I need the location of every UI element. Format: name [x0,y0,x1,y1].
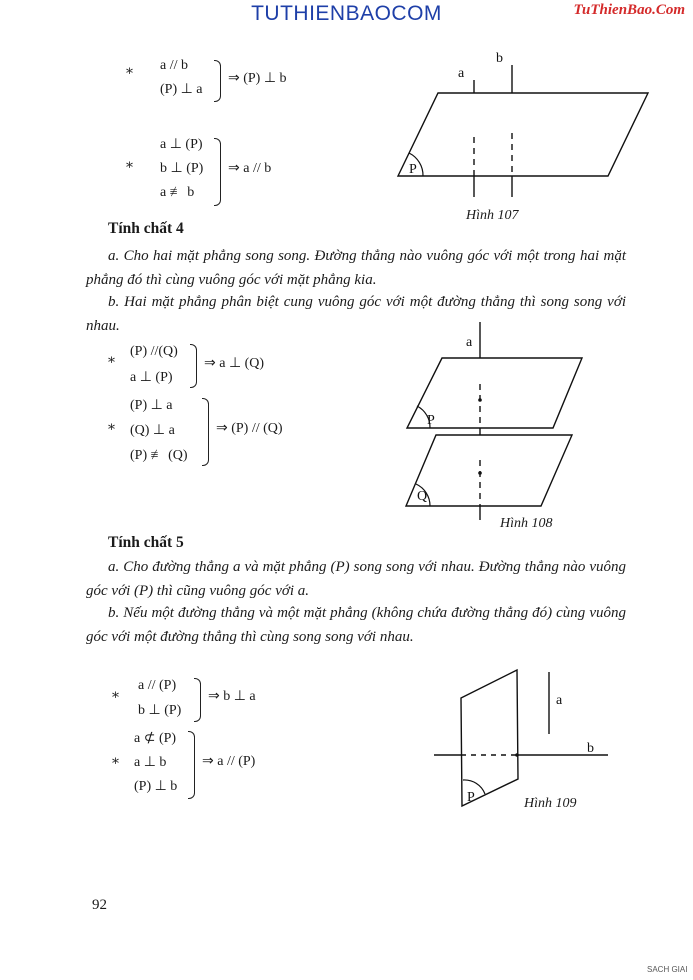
premise-line: (P) ⊥ b [134,779,178,794]
premise-line: a ≢ b [160,185,195,200]
page-number: 92 [92,897,107,913]
premise-line: b ⊥ (P) [160,161,204,176]
bullet-star: * [126,160,133,176]
premise-line: (Q) ⊥ a [130,423,175,438]
premise-line: a ⊄ (P) [134,731,177,746]
bullet-star: * [112,690,119,706]
plane-label: P [409,162,417,177]
property-5-heading: Tính chất 5 [108,534,184,551]
premise-line: (P) ≢ (Q) [130,448,188,463]
bullet-star: * [108,422,115,438]
line-a-label: a [458,66,465,81]
implication: ⇒ a ⊥ (Q) [204,356,265,371]
implication: ⇒ a // b [228,161,272,176]
implication: ⇒ (P) // (Q) [216,421,283,436]
site-logo: TuThienBao.Com [573,2,685,18]
property-4-part-b: b. Hai mặt phẳng phân biệt cung vuông góc với một đường thẳng thì song song với nhau. [86,294,626,334]
plane-q-shape [406,435,572,506]
right-brace [188,731,195,799]
figure-107-caption: Hình 107 [466,208,519,223]
figure-108 [400,320,590,520]
implication: ⇒ a // (P) [202,754,256,769]
figure-109-caption: Hình 109 [524,796,577,811]
premise-line: a ⊥ b [134,755,167,770]
premise-line: (P) ⊥ a [130,398,173,413]
line-b-label: b [587,741,594,756]
intersection-point-q [478,471,482,475]
figure-107 [395,45,655,230]
line-a-label: a [556,693,563,708]
publisher-mark: SACH GIAI [647,965,688,974]
right-brace [202,398,209,466]
right-brace [214,60,221,102]
plane-q-label: Q [417,489,428,504]
premise-line: (P) //(Q) [130,344,178,359]
property-5-part-a: a. Cho đường thẳng a và mặt phẳng (P) song song với nhau. Đường thẳng nào vuông góc với (P) thì cũng vuông góc với a. [86,559,626,599]
line-b-label: b [496,51,503,66]
premise-line: (P) ⊥ a [160,82,203,97]
intersection-point-p [478,398,482,402]
intersection-point [515,753,519,757]
right-brace [194,678,201,722]
premise-line: b ⊥ (P) [138,703,182,718]
bullet-star: * [108,355,115,371]
plane-p-shape [398,93,648,176]
property-4-part-a: a. Cho hai mặt phẳng song song. Đường thẳng nào vuông góc với một trong hai mặt phẳng đó thì cùng vuông góc với mặt phẳng kia. [86,248,626,288]
premise-line: a ⊥ (P) [160,137,203,152]
implication: ⇒ b ⊥ a [208,689,256,704]
property-5-part-b: b. Nếu một đường thẳng và một mặt phẳng (không chứa đường thẳng đó) cùng vuông góc với một đường thẳng thì cùng song song với nhau. [86,605,626,645]
figure-109 [430,668,610,813]
right-brace [190,344,197,388]
plane-p-shape [461,670,518,806]
plane-label: P [467,790,475,805]
implication: ⇒ (P) ⊥ b [228,71,287,86]
property-4-heading: Tính chất 4 [108,220,184,237]
premise-line: a // b [160,58,188,73]
figure-108-caption: Hình 108 [500,516,553,531]
premise-line: a ⊥ (P) [130,370,173,385]
plane-p-label: P [427,413,435,428]
bullet-star: * [126,66,133,82]
bullet-star: * [112,756,119,772]
line-a-label: a [466,335,473,350]
premise-line: a // (P) [138,678,177,693]
site-title: TUTHIENBAOCOM [251,2,442,25]
right-brace [214,138,221,206]
